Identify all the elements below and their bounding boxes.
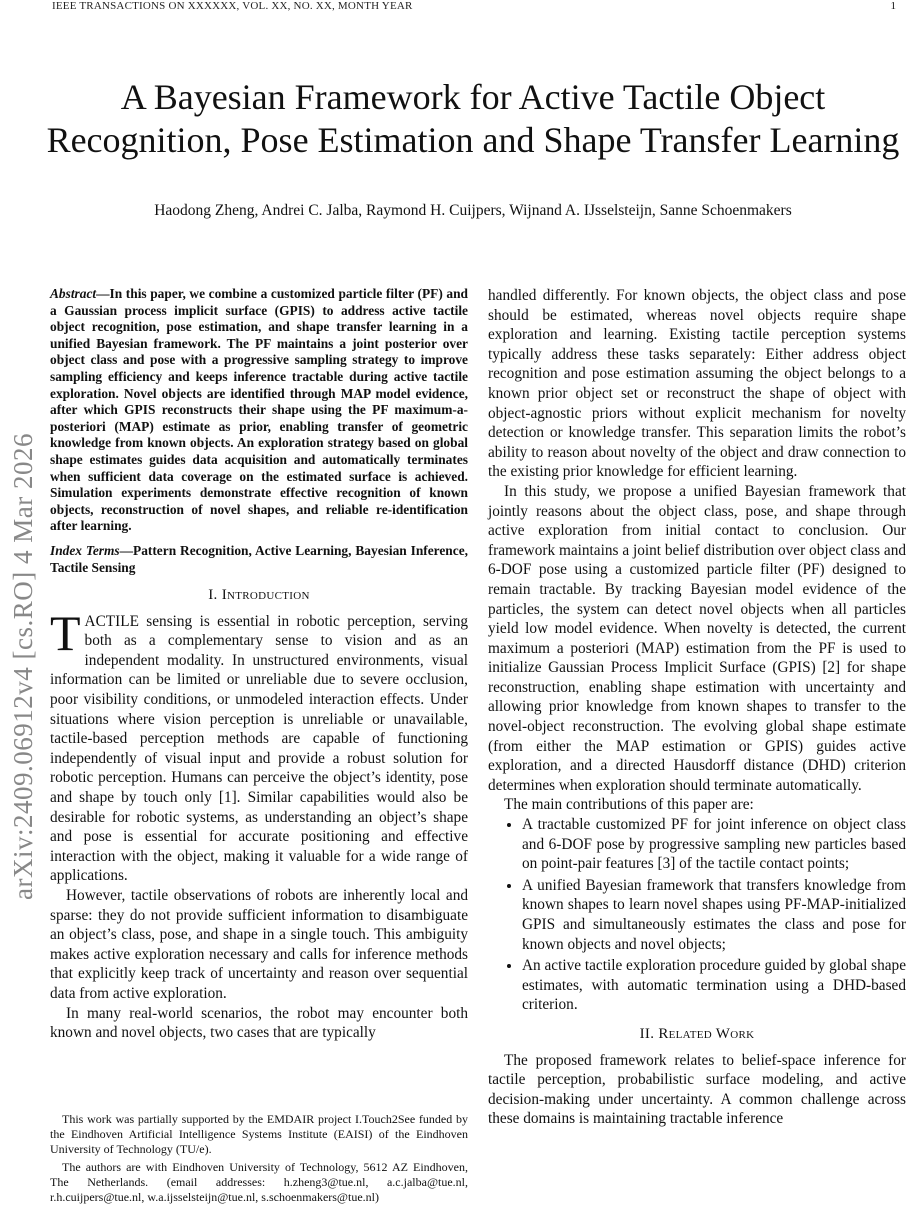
arxiv-stamp: arXiv:2409.06912v4 [cs.RO] 4 Mar 2026 [8, 433, 38, 900]
contribution-item: • An active tactile exploration procedure guided by global shape estimates, with automatic termination using a DHD-based criterion. [522, 956, 906, 1015]
running-head: IEEE TRANSACTIONS ON XXXXXX, VOL. XX, NO. XX, MONTH YEAR [52, 0, 413, 12]
contribution-item: • A unified Bayesian framework that transfers knowledge from known shapes to learn novel shapes using PF-MAP-initialized GPIS and simultaneously estimates the class and pose for known objects and novel objects; [522, 876, 906, 954]
intro-paragraph-1-text: ACTILE sensing is essential in robotic perception, serving both as a complementary sense to vision and as an independent modality. In unstructured environments, visual information can be limited or unreliable due to severe occlusion, poor visibility conditions, or unmodeled interaction effects. Under situations where vision perception is unreliable or unavailable, tactile-based perception methods are capable of functioning independently of visual input and provide a robust solution for robotic perception. Humans can perceive the object’s identity, pose and shape by touch only [1]. Similar capabilities would also be desirable for robotic systems, as understanding an object’s shape and pose is essential for accurate positioning and effective interaction with the object, making it valuable for a wide range of applications. [50, 612, 468, 885]
contributions-intro: The main contributions of this paper are: [504, 796, 754, 814]
section-title: Related Work [658, 1025, 755, 1042]
footnote-funding: This work was partially supported by the EMDAIR project I.Touch2See funded by the Eindhoven Artificial Intelligence Systems Institute (EAISI) of the Eindhoven University of Technology (TU/e). [50, 1112, 468, 1156]
paper-title: A Bayesian Framework for Active Tactile Object Recognition, Pose Estimation and Shape Transfer Learning [46, 77, 900, 161]
footnote-affiliation: The authors are with Eindhoven University of Technology, 5612 AZ Eindhoven, The Netherlands. (email addresses: h.zheng3@tue.nl, a.c.jalba@tue.nl, r.h.cuijpers@tue.nl, w.a.ijsselsteijn@tue.nl, s.schoenmakers@tue.nl) [50, 1160, 468, 1204]
section-heading-related-work [488, 1025, 906, 1045]
related-work-paragraph-1: The proposed framework relates to belief-space inference for tactile perception, probabilistic surface modeling, and active decision-making under uncertainty. A common challenge across these domains is maintaining tractable inference [488, 1051, 906, 1128]
right-column [488, 286, 906, 1129]
left-column [50, 286, 468, 1043]
index-terms-label: Index Terms [50, 542, 120, 558]
footnotes [50, 1112, 468, 1208]
index-terms [50, 543, 468, 576]
intro-paragraph-3-start: In many real-world scenarios, the robot may encounter both known and novel objects, two cases that are typically [50, 1004, 468, 1042]
abstract-text: —In this paper, we combine a customized particle filter (PF) and a Gaussian process implicit surface (GPIS) to address active tactile object recognition, pose estimation, and shape transfer learning in a unified Bayesian framework. The PF maintains a joint posterior over object class and pose with a progressive sampling strategy to improve sampling efficiency and keeps inference tractable during active tactile exploration. Novel objects are identified through MAP model evidence, after which GPIS reconstructs their shape using the PF maximum-a-posteriori (MAP) estimate as prior, enabling transfer of geometric knowledge from known objects. An exploration strategy based on global shape estimates guides data acquisition and automatically terminates when sufficient data coverage on the estimated surface is achieved. Simulation experiments demonstrate effective recognition of known objects, reconstruction of novel shapes, and reliable re-identification after learning. [50, 286, 468, 534]
contribution-item: • A tractable customized PF for joint inference on object class and 6-DOF pose by progressive sampling new particles based on point-pair features [3] of the tactile contact points; [522, 815, 906, 874]
drop-cap: T [50, 604, 81, 661]
intro-paragraph-3-continued: handled differently. For known objects, the object class and pose should be estimated, whereas novel objects require shape exploration and learning. Existing tactile perception systems typically address these tasks separately: Either address object recognition and pose estimation assuming the object belongs to a known prior object set or reconstruct the shape of object with object-agnostic priors without explicit mechanism for novelty detection or knowledge transfer. This separation limits the robot’s ability to reason about novelty of the object and draw connection to the existing prior knowledge for efficient learning. [488, 287, 906, 481]
abstract-label: Abstract [50, 286, 97, 301]
page-number: 1 [890, 0, 896, 12]
section-numeral: II. [639, 1025, 655, 1042]
section-title: Introduction [221, 587, 310, 604]
intro-paragraph-2: However, tactile observations of robots are inherently local and sparse: they do not provide sufficient information to disambiguate an object’s class, pose, and shape in a single touch. This ambiguity makes active exploration necessary and calls for inference methods that explicitly keep track of uncertainty and reason over sequential data from active exploration. [50, 887, 468, 1002]
section-numeral: I. [208, 587, 218, 604]
intro-paragraph-1 [50, 604, 468, 886]
author-list: Haodong Zheng, Andrei C. Jalba, Raymond H. Cuijpers, Wijnand A. IJsselsteijn, Sanne Schoenmakers [154, 202, 792, 219]
contributions-list [488, 815, 906, 1015]
index-terms-text: —Pattern Recognition, Active Learning, Bayesian Inference, Tactile Sensing [50, 542, 468, 575]
section-heading-introduction [50, 586, 468, 606]
abstract [50, 286, 468, 535]
intro-paragraph-4: In this study, we propose a unified Bayesian framework that jointly reasons about the object class, pose, and shape through active exploration from initial contact to conclusion. Our framework maintains a joint belief distribution over object class and 6-DOF pose using a customized particle filter (PF) designed to remain tractable. By tracking Bayesian model evidence of the particles, the system can detect novel objects when all particles yield low model evidence. When novelty is detected, the current maximum a posteriori (MAP) estimation from the PF is used to initialize Gaussian Process Implicit Surface (GPIS) [2] for shape reconstruction, enabling shape estimation with uncertainty and allowing prior knowledge from known shapes to transfer to the novel-object reconstruction. The evolving global shape estimate (from either the MAP estimation or GPIS) guides active exploration, and a directed Hausdorff distance (DHD) criterion determines when exploration should terminate automatically. [488, 482, 906, 794]
